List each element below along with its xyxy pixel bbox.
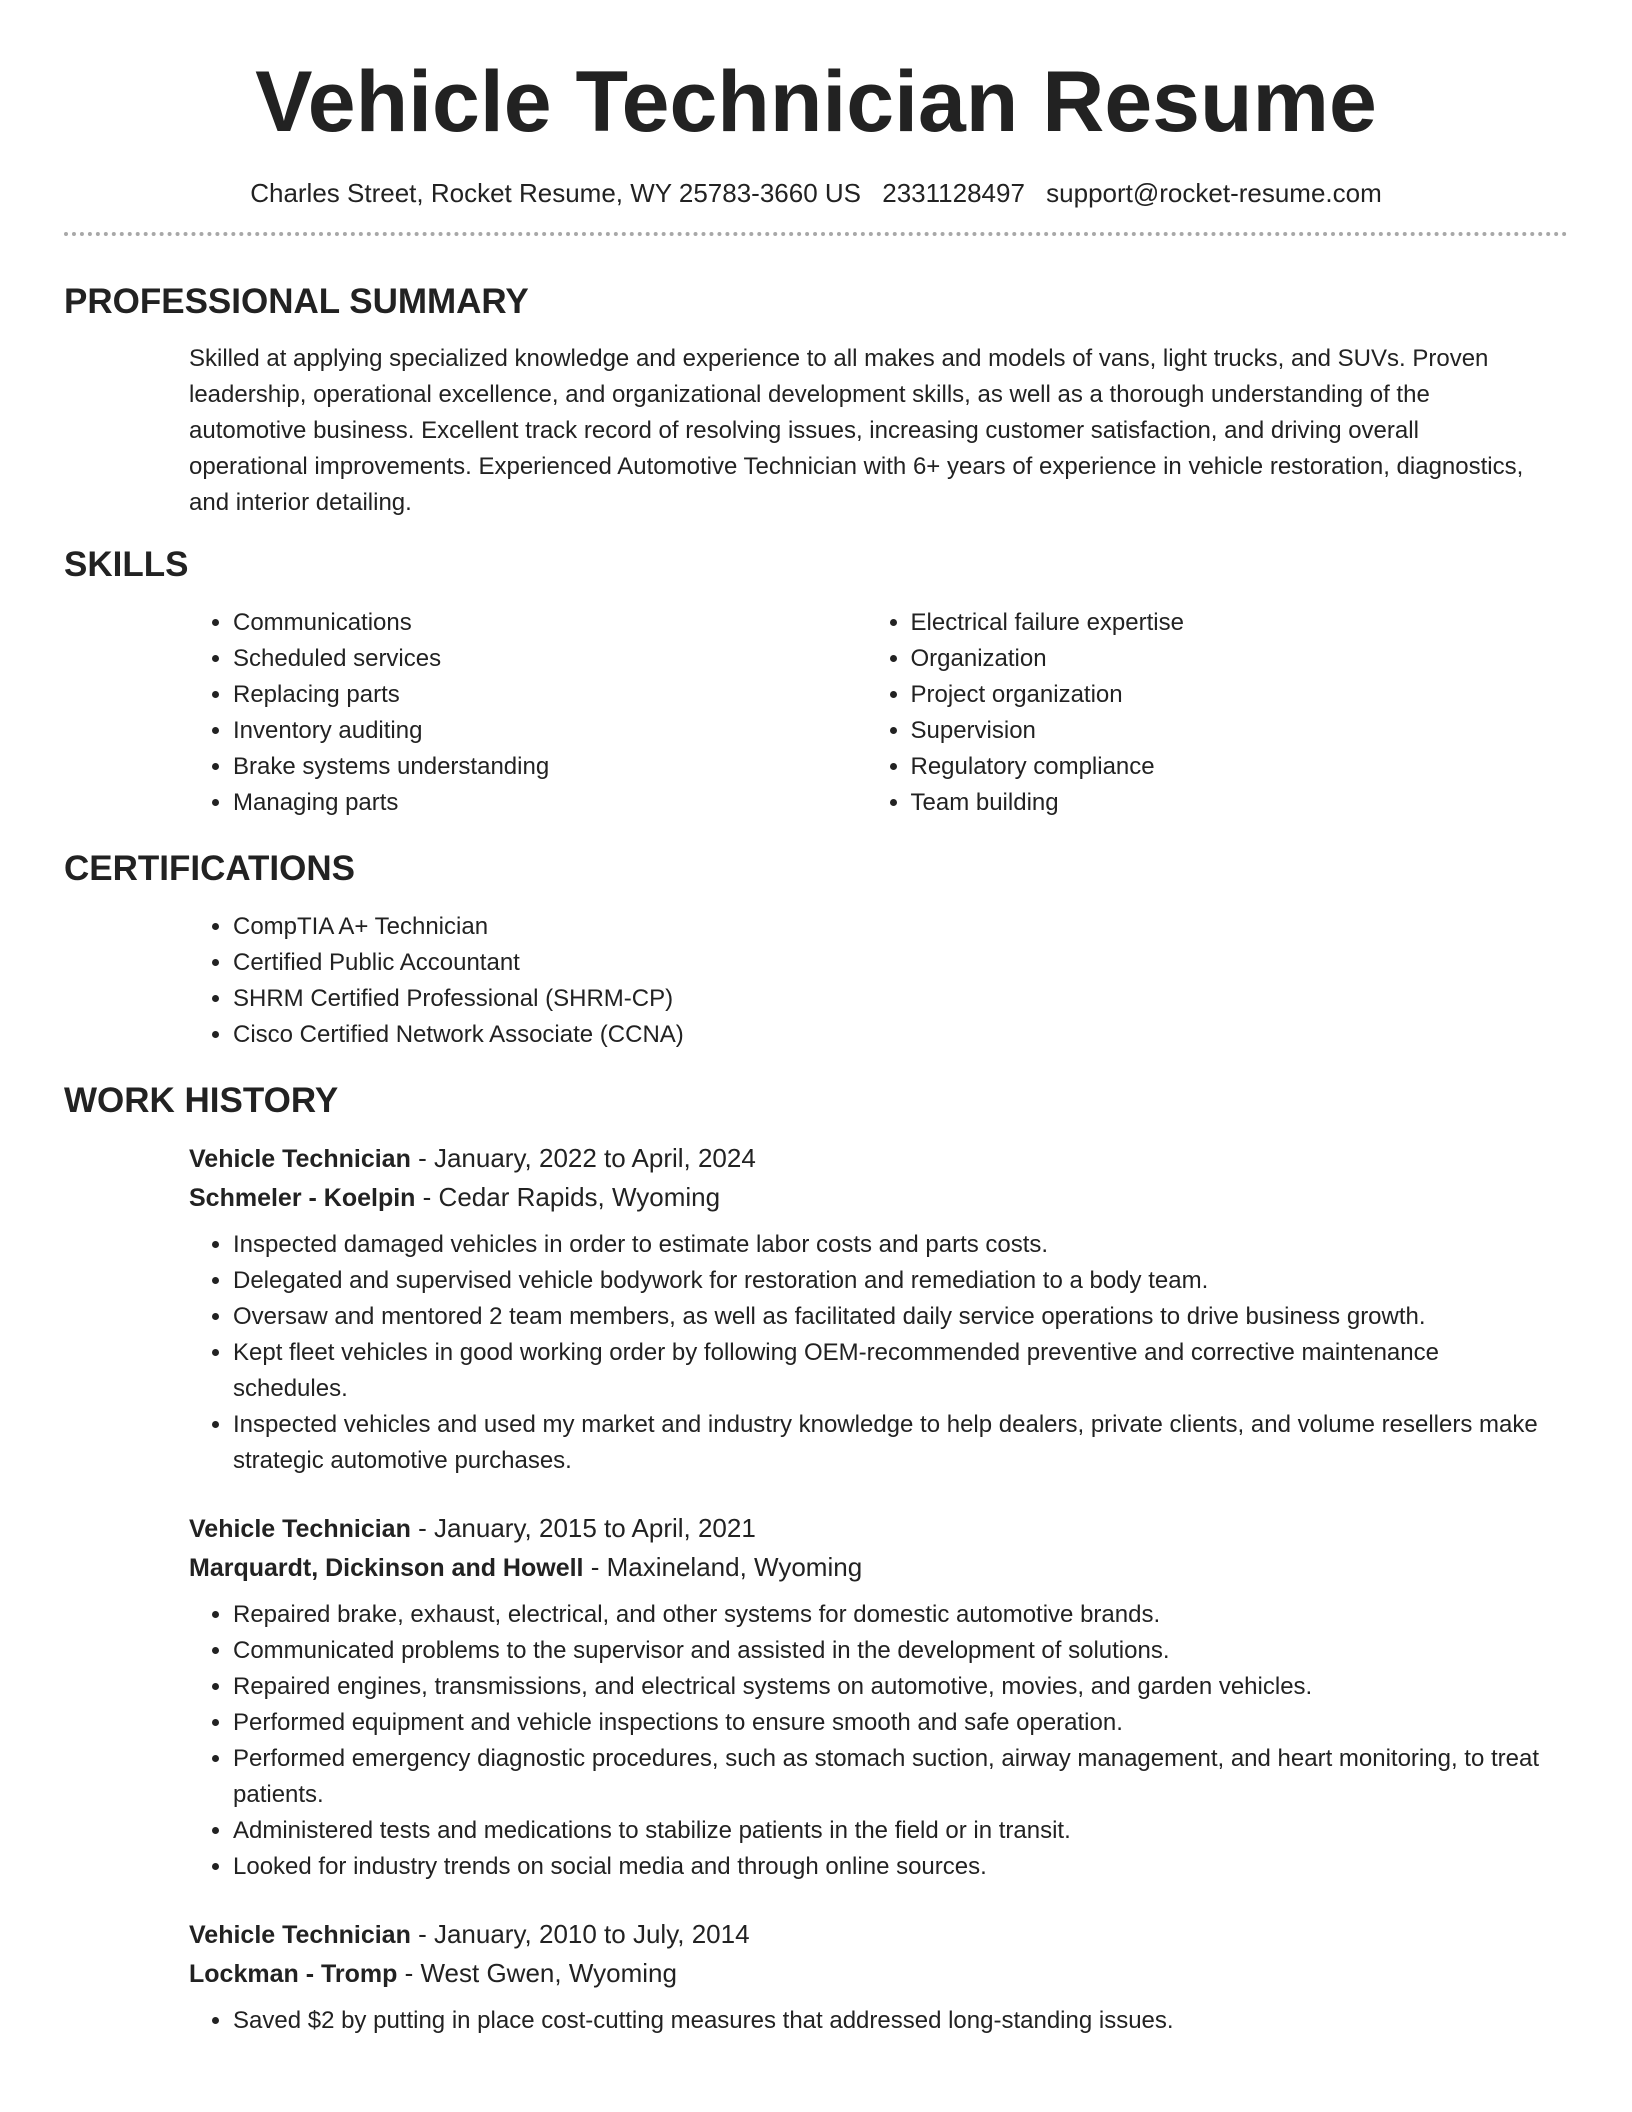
skills-list-left [189,605,867,821]
certifications-list [189,909,1544,1053]
certifications-section [64,847,1568,1053]
job-dates: - January, 2022 to April, 2024 [410,1143,756,1173]
skill-item: • Scheduled services [233,641,867,677]
job-duty: • Inspected vehicles and used my market and industry knowledge to help dealers, private clients, and volume resellers make strategic automotive purchases. [233,1407,1544,1479]
section-heading-certifications: CERTIFICATIONS [64,849,356,888]
job-duty: • Repaired brake, exhaust, electrical, and other systems for domestic automotive brands. [233,1597,1544,1633]
skills-column-left [189,605,867,821]
summary-body [189,341,1544,521]
job-entry [189,1915,1544,2039]
job-duty: • Kept fleet vehicles in good working order by following OEM-recommended preventive and corrective maintenance schedules. [233,1335,1544,1407]
skill-item: • Supervision [911,713,1545,749]
certification-item: • SHRM Certified Professional (SHRM-CP) [233,981,1544,1017]
skills-list-right [867,605,1545,821]
job-title: Vehicle Technician [189,1145,411,1173]
resume-page [64,0,1568,2039]
job-company-line [189,1954,1544,1993]
skills-column-right [867,605,1545,821]
job-duty: • Looked for industry trends on social media and through online sources. [233,1849,1544,1885]
job-company: Lockman - Tromp [189,1960,398,1988]
job-duty: • Communicated problems to the supervisor and assisted in the development of solutions. [233,1633,1544,1669]
job-location: - Maxineland, Wyoming [583,1552,863,1582]
summary-text: Skilled at applying specialized knowledge and experience to all makes and models of vans, light trucks, and SUVs. Proven leadership, operational excellence, and organizational development skills, as well as a thorough understanding of the automotive business. Excellent track record of resolving issues, increasing customer satisfaction, and driving overall operational improvements. Experienced Automotive Technician with 6+ years of experience in vehicle restoration, diagnostics, and interior detailing. [189,345,1524,516]
job-duties-list [189,1597,1544,1885]
skill-item: • Brake systems understanding [233,749,867,785]
skill-item: • Team building [911,785,1545,821]
job-duties-list [189,2003,1544,2039]
job-duty: • Saved $2 by putting in place cost-cutting measures that addressed long-standing issues. [233,2003,1544,2039]
skill-item: • Organization [911,641,1545,677]
job-duty: • Inspected damaged vehicles in order to estimate labor costs and parts costs. [233,1227,1544,1263]
job-title-line [189,1139,1544,1178]
job-duty: • Repaired engines, transmissions, and electrical systems on automotive, movies, and garden vehicles. [233,1669,1544,1705]
job-entry [189,1509,1544,1885]
skill-item: • Inventory auditing [233,713,867,749]
job-dates: - January, 2015 to April, 2021 [410,1513,756,1543]
skill-item: • Regulatory compliance [911,749,1545,785]
skills-grid [189,605,1544,821]
job-company: Marquardt, Dickinson and Howell [189,1554,584,1582]
job-duty: • Administered tests and medications to stabilize patients in the field or in transit. [233,1813,1544,1849]
section-heading-summary: PROFESSIONAL SUMMARY [64,282,529,321]
job-dates: - January, 2010 to July, 2014 [410,1919,750,1949]
job-location: - West Gwen, Wyoming [397,1958,677,1988]
job-company-line [189,1178,1544,1217]
work-history-section [64,1079,1568,2039]
skills-section [64,543,1568,821]
skill-item: • Electrical failure expertise [911,605,1545,641]
job-title: Vehicle Technician [189,1515,411,1543]
job-title: Vehicle Technician [189,1921,411,1949]
contact-email: support@rocket-resume.com [1046,178,1382,208]
skill-item: • Communications [233,605,867,641]
job-duty: • Oversaw and mentored 2 team members, as well as facilitated daily service operations to drive business growth. [233,1299,1544,1335]
job-duties-list [189,1227,1544,1479]
summary-section [64,280,1568,521]
section-heading-work-history: WORK HISTORY [64,1081,339,1120]
skill-item: • Replacing parts [233,677,867,713]
certification-item: • Cisco Certified Network Associate (CCNA) [233,1017,1544,1053]
job-duty: • Performed equipment and vehicle inspections to ensure smooth and safe operation. [233,1705,1544,1741]
job-entry [189,1139,1544,1479]
contact-address: Charles Street, Rocket Resume, WY 25783-3660 US [250,178,862,208]
contact-phone: 2331128497 [882,178,1025,208]
header-divider [64,232,1568,236]
contact-info [64,176,1568,210]
certification-item: • CompTIA A+ Technician [233,909,1544,945]
job-title-line [189,1915,1544,1954]
job-duty: • Performed emergency diagnostic procedures, such as stomach suction, airway management, and heart monitoring, to treat patients. [233,1741,1544,1813]
job-title-line [189,1509,1544,1548]
skill-item: • Project organization [911,677,1545,713]
job-company-line [189,1548,1544,1587]
resume-title: Vehicle Technician Resume [255,54,1377,150]
section-heading-skills: SKILLS [64,545,189,584]
certification-item: • Certified Public Accountant [233,945,1544,981]
certifications-body [189,909,1544,1053]
skill-item: • Managing parts [233,785,867,821]
job-duty: • Delegated and supervised vehicle bodywork for restoration and remediation to a body team. [233,1263,1544,1299]
job-company: Schmeler - Koelpin [189,1184,416,1212]
job-location: - Cedar Rapids, Wyoming [415,1182,721,1212]
